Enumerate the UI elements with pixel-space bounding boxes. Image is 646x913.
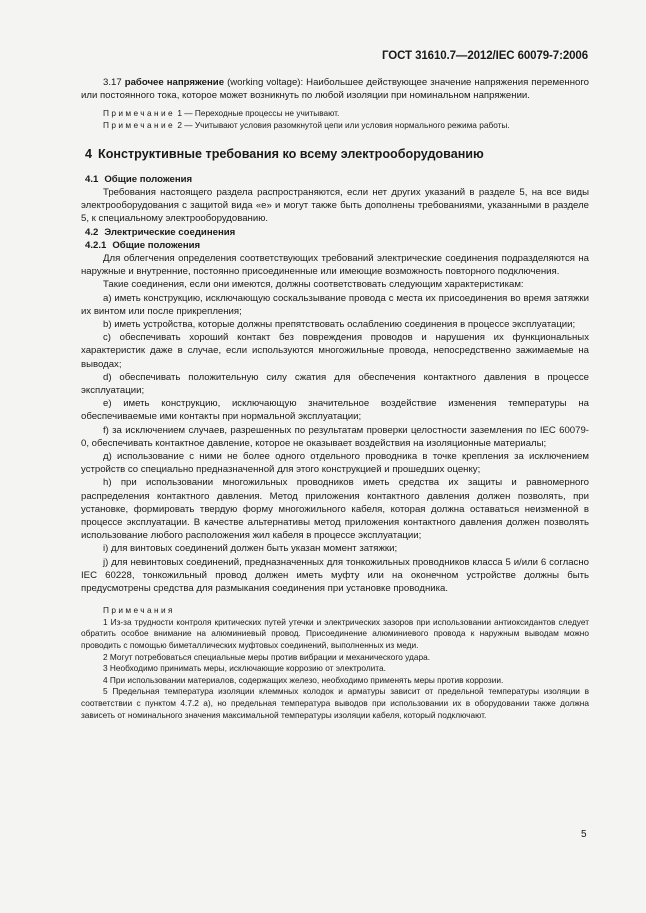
section-4-heading: 4 Конструктивные требования ко всему электрооборудованию — [85, 146, 484, 161]
list-item-h: h) при использовании многожильных проводников иметь средства их защиты и равномерного распределения контактного давления. Метод приложения контактного давления должен позволять, при установке, формировать твердую форму многожильного кабеля, которая должна оставаться неизменной в процессе эксплуатации. В качестве альтернативы метод приложения контактного давления должен позволять использование любого расположения жил кабеля в процессе эксплуатации; — [81, 477, 589, 542]
section-4-2-1-heading: 4.2.1 Общие положения — [85, 239, 201, 251]
note-top-2: Примечание 2 — Учитывают условия разомкнутой цепи или условия нормального режима работы. — [103, 120, 510, 130]
notes-bottom-label: Примечания — [103, 605, 175, 616]
section-4-1-heading: 4.1 Общие положения — [85, 173, 193, 185]
list-item-a: а) иметь конструкцию, исключающую соскальзывание провода с места их присоединения во время затяжки их винтом или после прикрепления; — [81, 292, 589, 317]
list-item-j: j) для невинтовых соединений, предназначенных для тонкожильных проводников класса 5 и/или 6 согласно IEC 60228, тонкожильный провод должен иметь муфту или на оконечном устройстве должны быть предусмотрены средства для размыкания соединения при установке проводника. — [81, 556, 589, 595]
section-4-1-text: Требования настоящего раздела распространяются, если нет других указаний в разделе 5, на все виды электрооборудования с защитой вида «е» и могут также быть дополнены требованиями, указанными в разделе 5, к специальному электрооборудованию. — [81, 187, 589, 225]
list-item-e: e) иметь конструкцию, исключающую значительное воздействие изменения температуры на обеспечиваемые ими контакты при нормальной эксплуатации; — [81, 398, 589, 423]
list-item-d: d) обеспечивать положительную силу сжатия для обеспечения контактного давления в процессе эксплуатации; — [81, 371, 589, 397]
section-4-2-heading: 4.2 Электрические соединения — [85, 226, 236, 238]
section-4-2-1-p2: Такие соединения, если они имеются, должны соответствовать следующим характеристикам: — [103, 279, 524, 291]
list-item-b: b) иметь устройства, которые должны препятствовать ослаблению соединения в процессе эксплуатации; — [103, 319, 576, 331]
note-bottom-3: 3 Необходимо принимать меры, исключающие коррозию от электролита. — [103, 663, 386, 674]
note-bottom-1: 1 Из-за трудности контроля критических путей утечки и электрических зазоров при использовании антиоксидантов следует обратить особое внимание на алюминиевый провод. Присоединение алюминиевого провода к наружным выводам можно проводить с помощью биметаллических муфтовых соединений, выполненных из меди. — [81, 616, 589, 651]
list-item-i: i) для винтовых соединений должен быть указан момент затяжки; — [103, 543, 398, 555]
note-bottom-4: 4 При использовании материалов, содержащих железо, необходимо применять меры против коррозии. — [103, 674, 504, 685]
list-item-g: д) использование с ними не более одного отдельного проводника в точке крепления за исключением устройств со специально предназначенной для этого конструкцией и прошедших оценку; — [81, 451, 589, 476]
note-bottom-5: 5 Предельная температура изоляции клеммных колодок и арматуры зависит от предельной температуры изоляции в соответствии с пунктом 4.7.2 а), но предельная температура выводов при использовании их в оборудовании также должна зависеть от номинального значения максимальной температуры изоляции кабеля, который подключают. — [81, 686, 589, 720]
page-number: 5 — [581, 829, 587, 840]
section-4-2-1-p1: Для облегчения определения соответствующих требований электрические соединения подразделяются на наружные и внутренние, постоянно присоединенные или имеющие возможность повторного подключения. — [81, 253, 589, 278]
list-item-f: f) за исключением случаев, разрешенных по результатам проверки целостности заземления по IEC 60079-0, обеспечивать контактное давление, которое не оказывает воздействия на изоляционные материалы; — [81, 424, 589, 449]
note-bottom-2: 2 Могут потребоваться специальные меры против вибрации и механического удара. — [103, 651, 430, 662]
document-header: ГОСТ 31610.7—2012/IEC 60079-7:2006 — [382, 50, 588, 62]
definition-term: рабочее напряжение — [124, 77, 225, 88]
page-body — [81, 76, 589, 721]
note-top-1: Примечание 1 — Переходные процессы не учитывают. — [103, 108, 340, 119]
definition-3-17: 3.17 рабочее напряжение (working voltage): Наибольшее действующее значение напряжения переменного или постоянного тока, которое может возникнуть по любой изоляции при номинальном напряжении. — [81, 77, 589, 102]
list-item-c: c) обеспечивать хороший контакт без повреждения проводов и нарушения их функциональных характеристик даже в случае, если используются многожильные провода, непосредственно зажимаемые на выводах; — [81, 332, 589, 370]
